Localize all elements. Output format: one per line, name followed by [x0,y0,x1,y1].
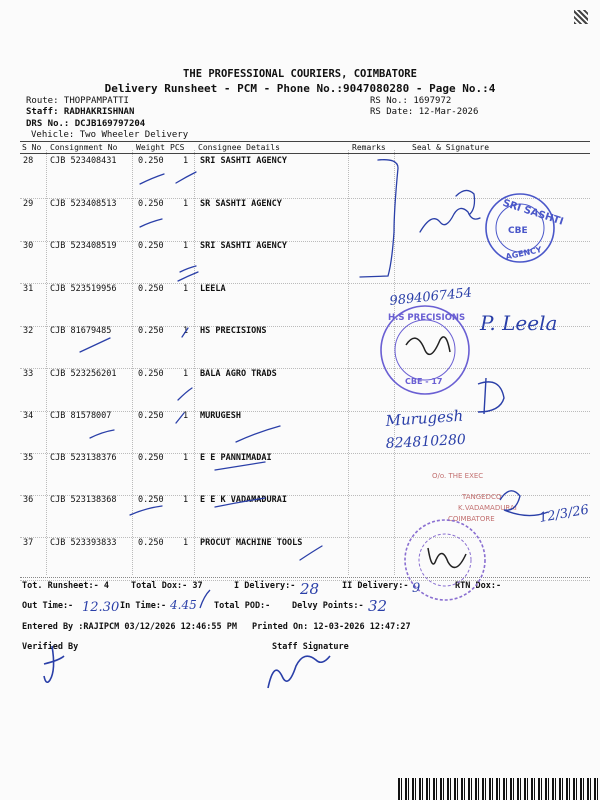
i-delivery-value: 28 [300,580,320,598]
out-time-value: 12.30 [82,600,120,615]
col-weight: Weight [136,143,165,152]
row-weight: 0.250 [138,411,164,421]
col-remarks: Remarks [352,143,386,152]
ee-stamp-line4: K.VADAMADURAI [458,504,517,512]
row-consignment: CJB 523138376 [50,453,117,463]
tick-mark [176,172,196,183]
tick-mark [140,219,162,227]
col-seal: Seal & Signature [412,143,490,152]
row-consignee: PROCUT MACHINE TOOLS [200,538,303,548]
tick-mark [200,590,210,608]
row-weight: 0.250 [138,156,164,166]
col-pcs: PCS [170,143,185,152]
row-sno: 37 [23,538,34,548]
tick-mark [178,272,198,281]
row-consignment: CJB 523519956 [50,284,117,294]
row-weight: 0.250 [138,284,164,294]
row-consignment: CJB 81679485 [50,326,112,336]
sashti-stamp-top: SRI SASHTI [501,197,565,228]
col-consignment: Consignment No [50,143,118,152]
tick-mark [140,174,164,184]
row-pcs: 1 [183,495,189,505]
row-consignee: E E PANNIMADAI [200,453,272,463]
tick-mark [178,388,192,400]
row-consignee: LEELA [200,284,226,294]
row-pcs: 1 [183,411,189,421]
staff-signature-label: Staff Signature [272,642,349,652]
ii-delivery: II Delivery:- [342,581,409,591]
row-consignee: SRI SASHTI AGENCY [200,241,287,251]
row-weight: 0.250 [138,369,164,379]
delvy-points-value: 32 [368,597,388,615]
ee-stamp-line1: O/o. THE EXEC [432,472,484,480]
in-time-value: 4.45 [170,598,197,612]
row-weight: 0.250 [138,495,164,505]
row-pcs: 1 [183,284,189,294]
row-pcs: 1 [183,199,189,209]
row-consignee: SRI SASHTI AGENCY [200,156,287,166]
row-consignment: CJB 523408519 [50,241,117,251]
runsheet-subtitle: Delivery Runsheet - PCM - Phone No.:9047080280 - Page No.:4 [104,82,496,95]
tick-mark [215,462,265,470]
ee-stamp-line3: TANGEDCO [462,493,502,501]
tick-mark [182,328,188,337]
row-consignment: CJB 523408431 [50,156,117,166]
row-sno: 34 [23,411,34,421]
row-consignee: SR SASHTI AGENCY [200,199,282,209]
row-pcs: 1 [183,241,189,251]
row-pcs: 1 [183,538,189,548]
row-sno: 29 [23,199,34,209]
row-consignee: BALA AGRO TRADS [200,369,277,379]
company-title: THE PROFESSIONAL COURIERS, COIMBATORE [183,68,417,80]
signature-procut [428,548,466,567]
tick-mark [215,498,265,507]
row-weight: 0.250 [138,241,164,251]
row-consignment: CJB 523408513 [50,199,117,209]
total-dox: Total Dox:- 37 [131,581,203,591]
rs-date: RS Date: 12-Mar-2026 [370,107,479,117]
leela-signature: P. Leela [480,311,558,335]
tick-mark [80,338,110,352]
verified-by: Verified By [22,642,79,652]
tot-runsheet: Tot. Runsheet:- 4 [22,581,109,591]
tick-mark [176,413,184,423]
entered-by: Entered By :RAJIPCM 03/12/2026 12:46:55 PM [22,622,237,632]
row-weight: 0.250 [138,538,164,548]
out-time: Out Time:- [22,601,74,611]
in-time: In Time:- [120,601,167,611]
i-delivery: I Delivery:- [234,581,296,591]
hs-stamp-top: H.S PRECISIONS [388,313,466,323]
row-pcs: 1 [183,369,189,379]
staff-signature [268,656,330,688]
row-consignment: CJB 523138368 [50,495,117,505]
staff: Staff: RADHAKRISHNAN [26,107,135,117]
row-consignee: HS PRECISIONS [200,326,267,336]
row-weight: 0.250 [138,453,164,463]
row-sno: 36 [23,495,34,505]
remarks-bracket [360,160,398,277]
rtn-dox: RTN Dox:- [455,581,502,591]
row-sno: 30 [23,241,34,251]
tick-mark [300,546,322,560]
row-sno: 32 [23,326,34,336]
ee-stamp-line5: COIMBATORE [448,515,495,523]
row-consignment: CJB 81578007 [50,411,112,421]
row-pcs: 1 [183,326,189,336]
total-pod: Total POD:- [214,601,271,611]
delvy-points: Delvy Points:- [292,601,364,611]
murugesh-signature: Murugesh [385,406,464,430]
col-sno: S No [22,143,42,152]
row-sno: 35 [23,453,34,463]
row-weight: 0.250 [138,199,164,209]
signature-murugesh [478,378,504,414]
ii-delivery-value: 9 [412,581,421,596]
verified-signature [44,646,64,682]
row-consignment: CJB 523256201 [50,369,117,379]
row-consignee: E E K VADAMADURAI [200,495,287,505]
phone-note: 9894067454 [388,285,473,309]
route: Route: THOPPAMPATTI [26,96,129,106]
sashti-stamp-city: CBE [508,226,528,236]
date-note: 12/3/26 [538,502,591,526]
drs-number: DRS No.: DCJB169797204 [26,119,146,129]
row-consignee: MURUGESH [200,411,241,421]
row-sno: 28 [23,156,34,166]
col-consignee: Consignee Details [198,143,280,152]
tick-mark [180,266,196,272]
rs-number: RS No.: 1697972 [370,96,452,106]
row-consignment: CJB 523393833 [50,538,117,548]
hs-stamp-bottom: CBE - 17 [405,377,443,386]
tick-mark [90,430,114,438]
tick-mark [236,426,280,442]
row-weight: 0.250 [138,326,164,336]
vehicle: Vehicle: Two Wheeler Delivery [31,130,189,140]
murugesh-phone: 824810280 [385,431,467,452]
row-pcs: 1 [183,156,189,166]
row-sno: 31 [23,284,34,294]
sashti-stamp-bottom: AGENCY [504,245,543,262]
printed-on: Printed On: 12-03-2026 12:47:27 [252,622,411,632]
row-pcs: 1 [183,453,189,463]
tick-mark [130,506,162,515]
row-sno: 33 [23,369,34,379]
